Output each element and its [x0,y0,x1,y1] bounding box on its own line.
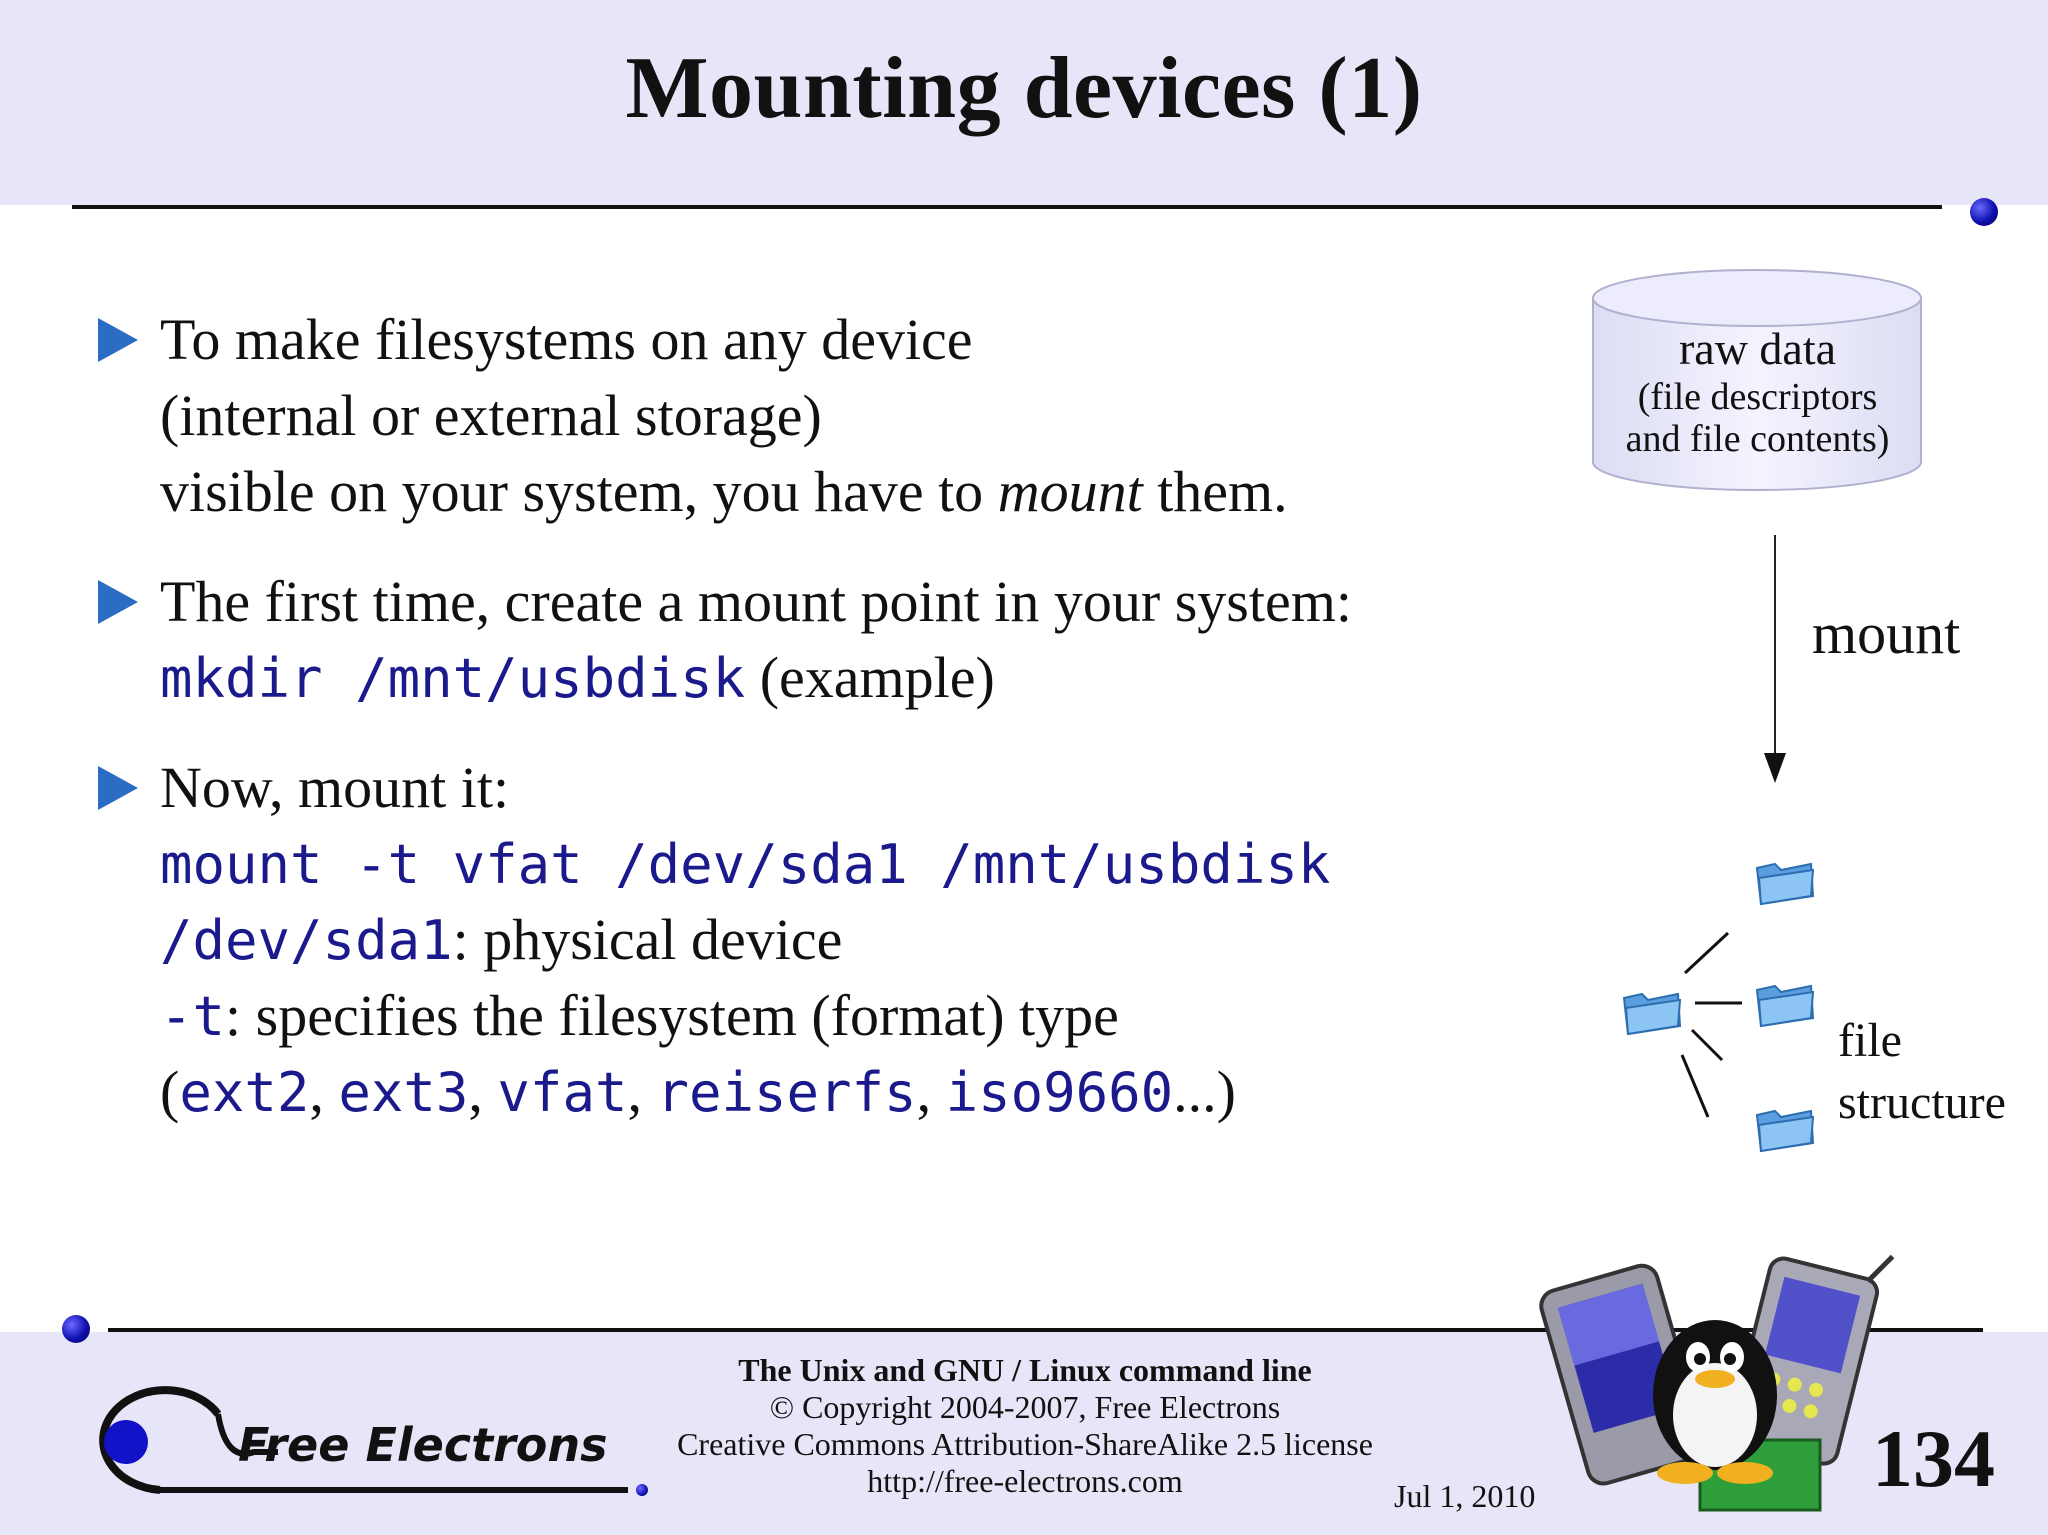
paren-open: ( [160,1059,180,1124]
footer-url: http://free-electrons.com [867,1463,1183,1499]
footer-divider-dot-icon [62,1315,90,1343]
footer-date: Jul 1, 2010 [1394,1478,1536,1514]
code-dev-sda1: /dev/sda1 [160,909,453,972]
title-divider [72,205,1942,209]
slide-title: Mounting devices (1) [625,40,1423,137]
bullet-1-line-1: To make filesystems on any device [160,307,973,372]
fs-vfat: vfat [497,1061,628,1124]
bullet-3-line-2 [160,826,1330,903]
bullet-3-line-4 [160,978,1119,1055]
course-title-text: The Unix and GNU / Linux command line [738,1352,1312,1388]
bullet-3-line-1: Now, mount it: [160,755,510,820]
tree-label-line-2: structure [1838,1076,2006,1129]
separator: , [916,1059,946,1124]
bullet-2-example: (example) [745,645,995,710]
bullet-3-line-5 [160,1054,1236,1131]
tree-label-line-1: file [1838,1014,1902,1067]
separator: , [309,1059,339,1124]
fs-reiserfs: reiserfs [656,1061,917,1124]
separator: , [468,1059,498,1124]
cylinder-title: raw data [1678,323,1837,374]
brand-name: Free Electrons [238,1418,608,1472]
divider-dot-icon [1970,198,1998,226]
mount-label: mount [1812,601,1961,666]
bullet-2-line-2 [160,640,995,717]
footer-course-title [640,1352,1410,1389]
bullet-1-line-3 [160,454,1288,530]
t-description: : specifies the filesystem (format) type [225,983,1119,1048]
bullet-1-line-3-text: visible on your system, you have to [160,459,998,524]
cylinder-subtitle-1: (file descriptors [1637,376,1878,418]
mount-arrow-icon [1760,535,1790,785]
bullet-1-line-2: (internal or external storage) [160,383,822,448]
code-mount-command: mount -t vfat /dev/sda1 /mnt/usbdisk [160,833,1331,896]
cylinder-subtitle-2: and file contents) [1625,418,1890,460]
bullet-arrow-icon [98,766,138,810]
code-mkdir: mkdir /mnt/usbdisk [160,647,746,710]
bullet-arrow-icon [98,318,138,362]
dev-description: : physical device [452,907,843,972]
separator: , [627,1059,657,1124]
bullet-1-line-3-tail: them. [1142,459,1288,524]
paren-close: ...) [1173,1059,1236,1124]
folder-icon [1753,980,1817,1028]
emphasis-mount: mount [997,459,1143,524]
fs-iso9660: iso9660 [945,1061,1174,1124]
bullet-arrow-icon [98,580,138,624]
fs-ext3: ext3 [338,1061,469,1124]
folder-icon [1620,988,1684,1036]
folder-icon [1753,1105,1817,1153]
penguin-devices-illustration [1530,1245,1910,1515]
bullet-3-line-3 [160,902,842,979]
page-number: 134 [1872,1413,1995,1504]
footer-copyright: © Copyright 2004-2007, Free Electrons [769,1389,1281,1425]
bullet-2-line-1: The first time, create a mount point in your system: [160,569,1352,634]
code-t-option: -t [160,985,226,1048]
folder-icon [1753,858,1817,906]
footer-license: Creative Commons Attribution-ShareAlike 2.5 license [677,1426,1373,1462]
fs-ext2: ext2 [179,1061,310,1124]
